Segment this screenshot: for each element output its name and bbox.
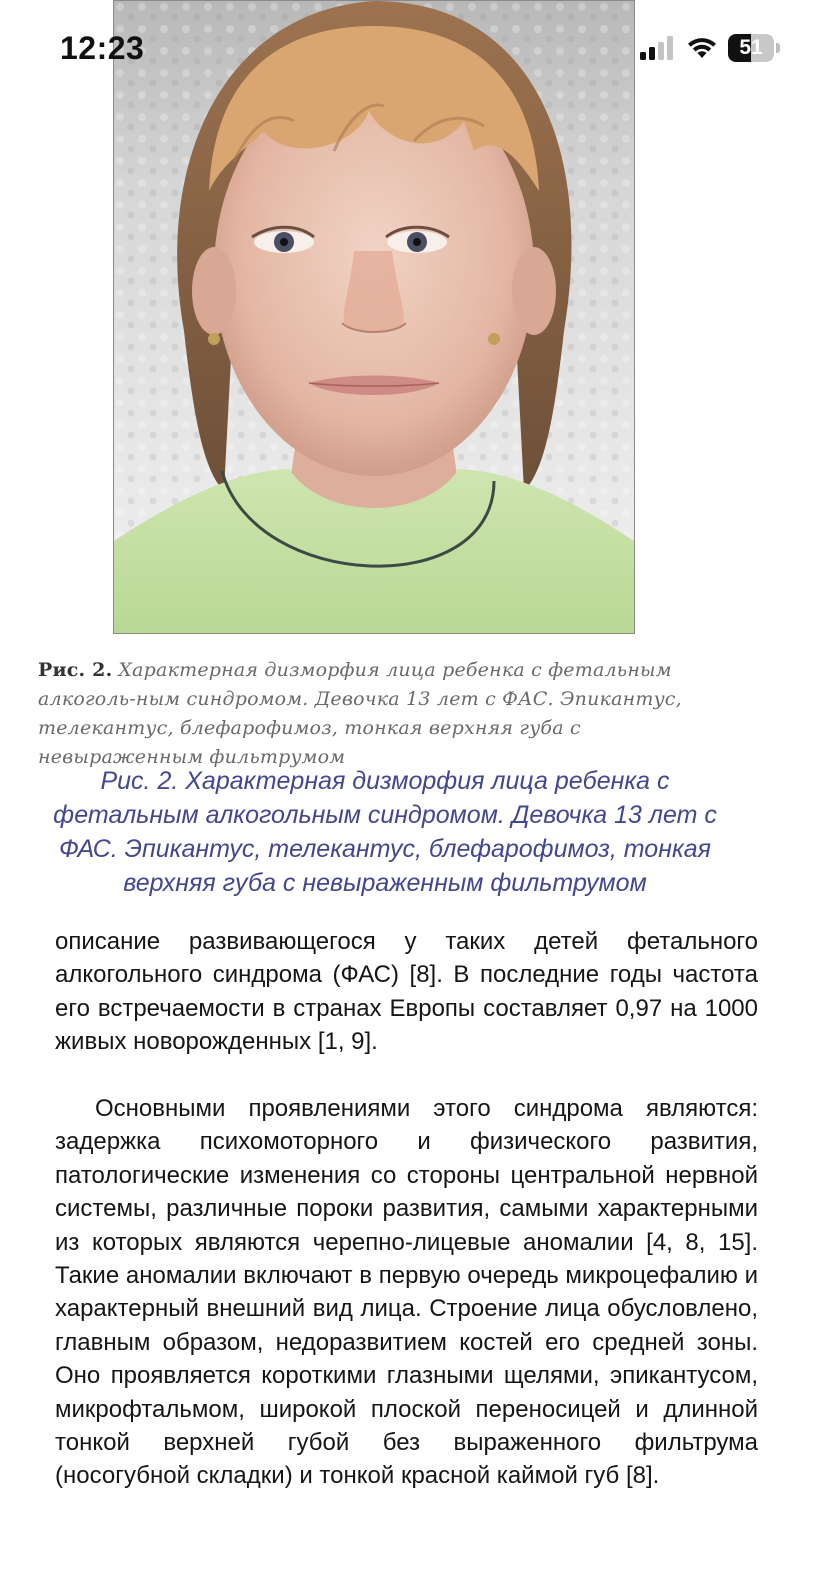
- signal-icon: [640, 36, 676, 60]
- article-paragraph-1: описание развивающегося у таких детей фетального алкогольного синдрома (ФАС) [8]. В последние годы частота его встречаемости в странах Европы составляет 0,97 на 1000 живых новорожденных [1, 9].: [55, 928, 758, 1056]
- status-bar: [0, 0, 828, 96]
- status-indicators: [640, 34, 780, 62]
- figure-caption: Рис. 2. Характерная дизморфия лица ребенка с фетальным алкогольным синдромом. Девочка 13 лет с ФАС. Эпикантус, телекантус, блефарофимоз, тонкая верхняя губа с невыраженным фильтрумом: [53, 767, 717, 897]
- scanned-figure-caption-text: Характерная дизморфия лица ребенка с фетальным алкоголь-ным синдромом. Девочка 13 лет с ФАС. Эпикантус, телекантус, блефарофимоз, тонкая верхняя губа с невыраженным фильтрумом: [38, 659, 682, 768]
- scanned-figure-caption: [38, 656, 738, 772]
- scanned-figure-label: Рис. 2.: [38, 659, 113, 681]
- battery-icon: [728, 34, 780, 62]
- battery-level: 51: [739, 36, 763, 59]
- article-paragraph-2: Основными проявлениями этого синдрома являются: задержка психомоторного и физического развития, патологические изменения со стороны центральной нервной системы, различные пороки развития, самыми характерными из которых являются черепно-лицевые аномалии [4, 8, 15]. Такие аномалии включают в первую очередь микроцефалию и характерный внешний вид лица. Строение лица обусловлено, главным образом, недоразвитием костей его средней зоны. Оно проявляется короткими глазными щелями, эпикантусом, микрофтальмом, широкой плоской переносицей и длинной тонкой верхней губой без выраженного фильтрума (носогубной складки) и тонкой красной каймой губ [8].: [55, 1095, 758, 1490]
- status-time: 12:23: [60, 30, 145, 66]
- wifi-icon: [686, 36, 718, 60]
